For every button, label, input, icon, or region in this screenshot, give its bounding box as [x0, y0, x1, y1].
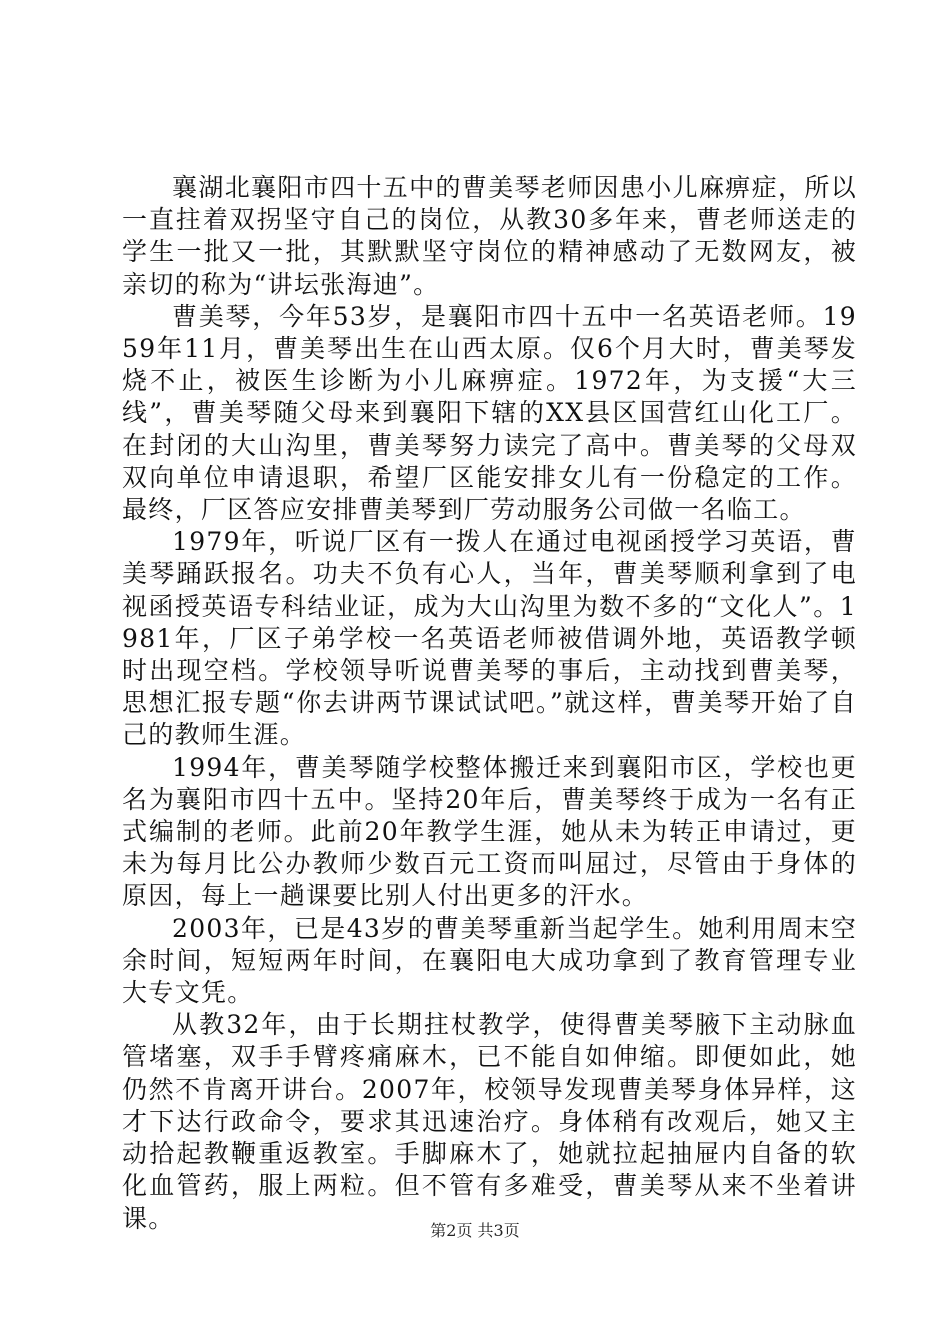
paragraph-4: 1994年，曹美琴随学校整体搬迁来到襄阳市区，学校也更名为襄阳市四十五中。坚持20年后，曹美琴终于成为一名有正式编制的老师。此前20年教学生涯，她从未为转正申请过，更未为每月比公办教师少数百元工资而叫屈过，尽管由于身体的原因，每上一趟课要比别人付出更多的汗水。	[122, 752, 857, 911]
article-body	[122, 172, 857, 1235]
paragraph-5: 2003年，已是43岁的曹美琴重新当起学生。她利用周末空余时间，短短两年时间，在襄阳电大成功拿到了教育管理专业大专文凭。	[122, 913, 857, 1008]
paragraph-1: 襄湖北襄阳市四十五中的曹美琴老师因患小儿麻痹症，所以一直拄着双拐坚守自己的岗位，从教30多年来，曹老师送走的学生一批又一批，其默默坚守岗位的精神感动了无数网友，被亲切的称为“讲坛张海迪”。	[122, 173, 857, 299]
paragraph-3: 1979年，听说厂区有一拨人在通过电视函授学习英语，曹美琴踊跃报名。功夫不负有心人，当年，曹美琴顺利拿到了电视函授英语专科结业证，成为大山沟里为数不多的“文化人”。1981年，厂区子弟学校一名英语老师被借调外地，英语教学顿时出现空档。学校领导听说曹美琴的事后，主动找到曹美琴，思想汇报专题“你去讲两节课试试吧。”就这样，曹美琴开始了自己的教师生涯。	[122, 527, 857, 750]
paragraph-6: 从教32年，由于长期拄杖教学，使得曹美琴腋下主动脉血管堵塞，双手手臂疼痛麻木，已不能自如伸缩。即便如此，她仍然不肯离开讲台。2007年，校领导发现曹美琴身体异样，这才下达行政命令，要求其迅速治疗。身体稍有改观后，她又主动拾起教鞭重返教室。手脚麻木了，她就拉起抽屉内自备的软化血管药，服上两粒。但不管有多难受，曹美琴从来不坐着讲课。	[122, 1010, 857, 1233]
page-number-footer: 第2页 共3页	[430, 1221, 520, 1240]
paragraph-2: 曹美琴，今年53岁，是襄阳市四十五中一名英语老师。1959年11月，曹美琴出生在山西太原。仅6个月大时，曹美琴发烧不止，被医生诊断为小儿麻痹症。1972年，为支援“大三线”，曹美琴随父母来到襄阳下辖的XX县区国营红山化工厂。在封闭的大山沟里，曹美琴努力读完了高中。曹美琴的父母双双向单位申请退职，希望厂区能安排女儿有一份稳定的工作。最终，厂区答应安排曹美琴到厂劳动服务公司做一名临工。	[122, 301, 857, 525]
